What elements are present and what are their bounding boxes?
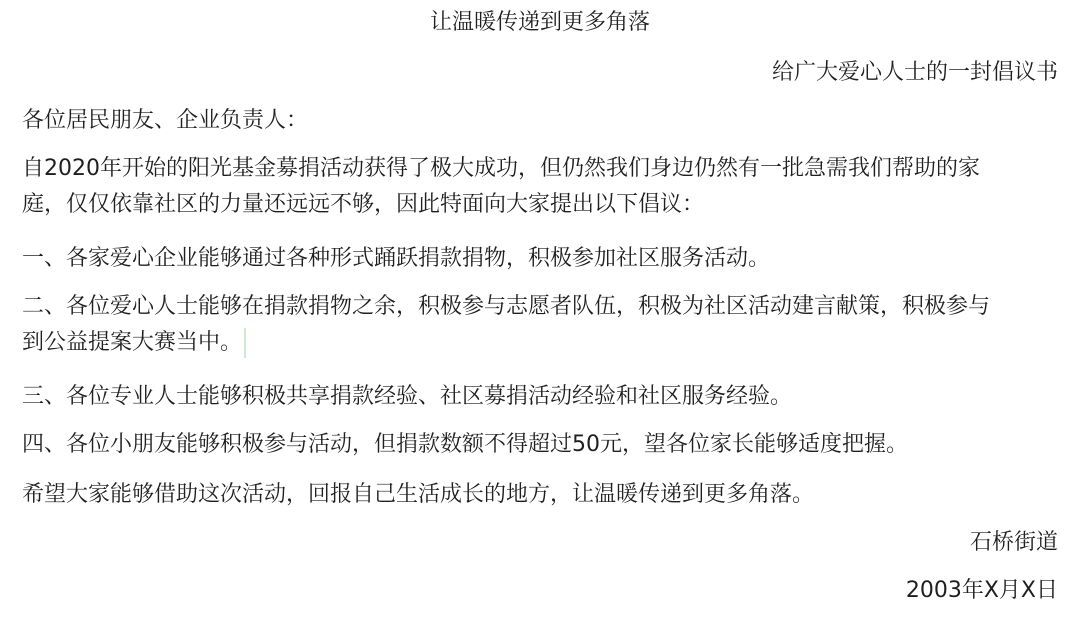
proposal-item-2-line-2[interactable] <box>22 326 246 360</box>
date-text: 2003年X月X日 <box>905 578 1058 603</box>
greeting-text: 各位居民朋友、企业负责人： <box>22 108 309 133</box>
proposal-item-2-line-1: 二、各位爱心人士能够在捐款捐物之余，积极参与志愿者队伍，积极为社区活动建言献策，积极参与 <box>22 294 991 319</box>
proposal-item-3: 三、各位专业人士能够积极共享捐款经验、社区募捐活动经验和社区服务经验。 <box>22 384 793 409</box>
text-cursor <box>244 328 246 358</box>
document-title: 让温暖传递到更多角落 <box>429 10 650 35</box>
proposal-item-1: 一、各家爱心企业能够通过各种形式踊跃捐款捐物，积极参加社区服务活动。 <box>22 246 771 271</box>
intro-paragraph-line-2: 庭，仅仅依靠社区的力量还远远不够，因此特面向大家提出以下倡议： <box>22 192 705 217</box>
document-subtitle: 给广大爱心人士的一封倡议书 <box>771 60 1058 85</box>
closing-paragraph: 希望大家能够借助这次活动，回报自己生活成长的地方，让温暖传递到更多角落。 <box>22 482 815 507</box>
signature-text: 石桥街道 <box>969 530 1058 555</box>
intro-paragraph-line-1: 自2020年开始的阳光基金募捐活动获得了极大成功，但仍然我们身边仍然有一批急需我们帮助的家 <box>22 156 980 181</box>
proposal-item-4: 四、各位小朋友能够积极参与活动，但捐款数额不得超过50元，望各位家长能够适度把握。 <box>22 432 908 457</box>
proposal-item-2-line-2-text: 到公益提案大赛当中。 <box>22 330 243 355</box>
